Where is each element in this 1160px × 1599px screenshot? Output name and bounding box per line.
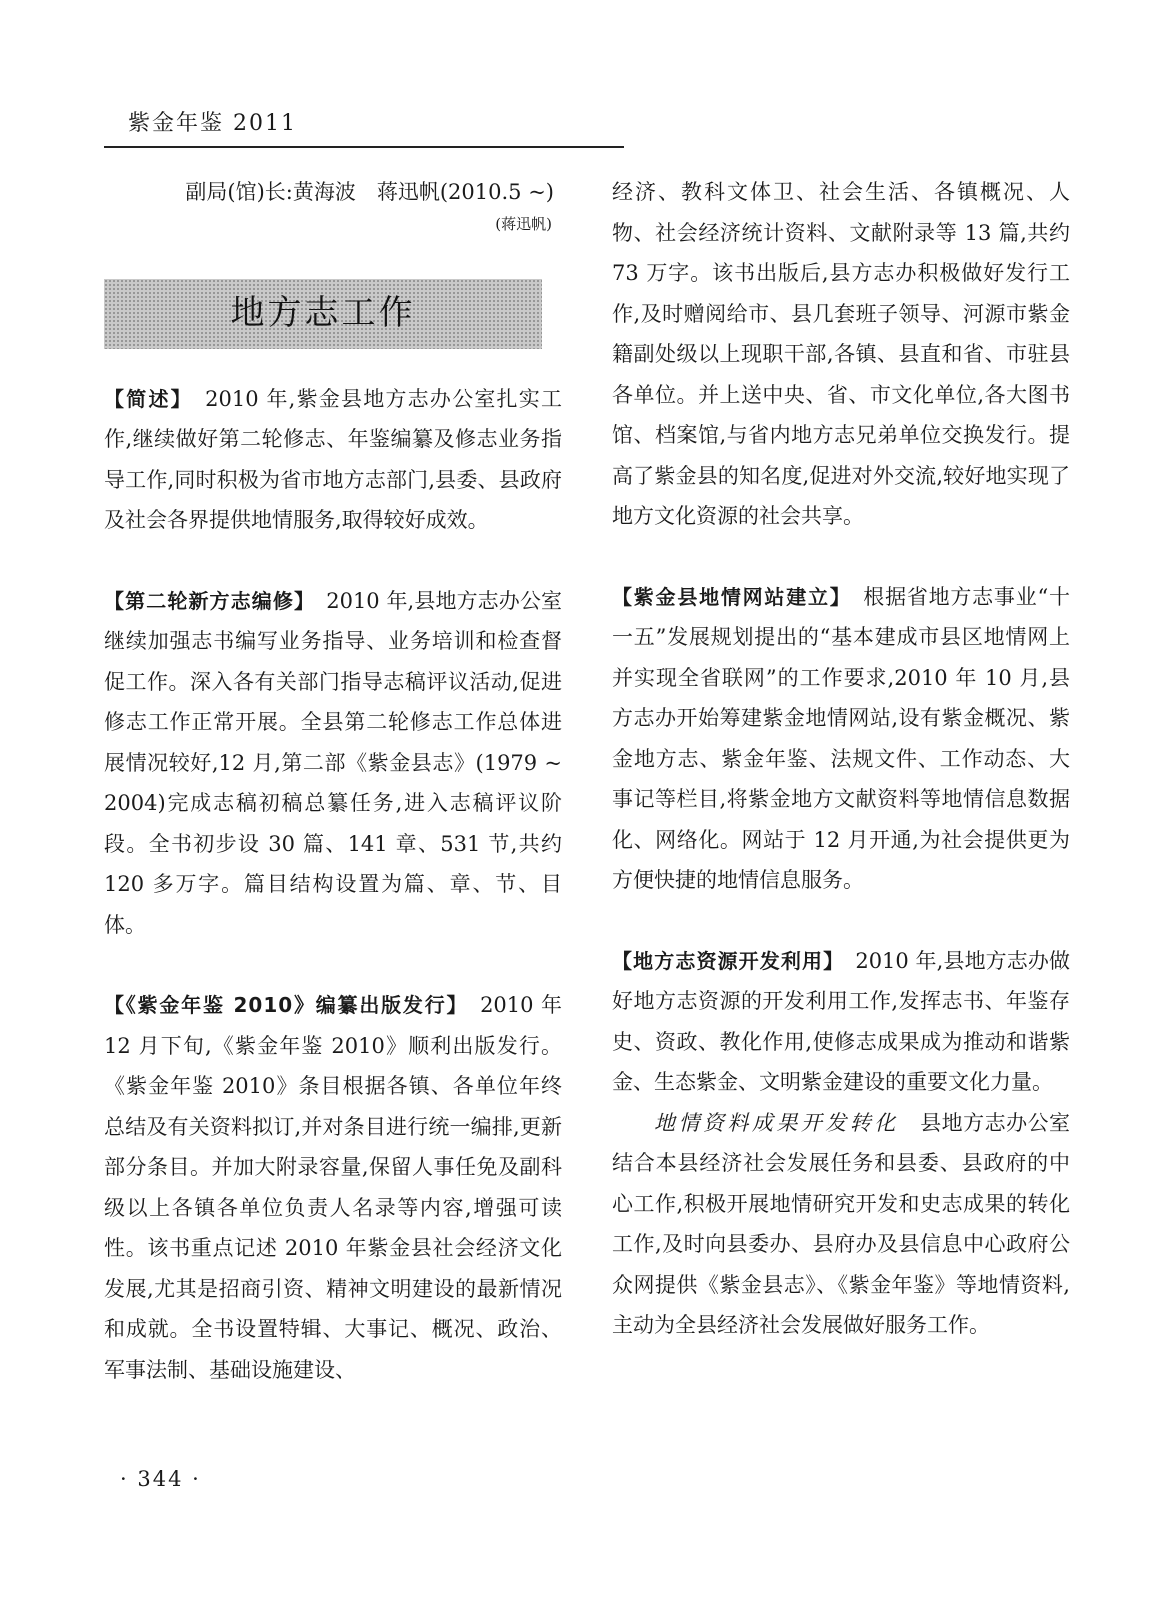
website-paragraph xyxy=(612,577,1070,901)
page-number: · 344 · xyxy=(120,1467,201,1491)
spacer xyxy=(104,541,562,581)
right-column xyxy=(612,172,1070,1346)
second-round-text: 2010 年,县地方志办公室继续加强志书编写业务指导、业务培训和检查督促工作。深入各有关部门指导志稿评议活动,促进修志工作正常开展。全县第二轮修志工作总体进展情况较好,12 月,第二部《紫金县志》(1979 ~ 2004)完成志稿初稿总纂任务,进入志稿评议阶段。全书初步设 30 篇、141 章、531 节,共约 120 多万字。篇目结构设置为篇、章、节、目体。 xyxy=(104,588,563,937)
overview-heading: 【简述】 xyxy=(104,386,183,411)
conversion-text: 县地方志办公室结合本县经济社会发展任务和县委、县政府的中心工作,积极开展地情研究开发和史志成果的转化工作,及时向县委办、县府办及县信息中心政府公众网提供《紫金县志》、《紫金年鉴》等地情资料,主动为全县经济社会发展做好服务工作。 xyxy=(612,1110,1071,1337)
yearbook-continued-paragraph xyxy=(612,172,1070,537)
overview-paragraph xyxy=(104,379,562,541)
resources-paragraph xyxy=(612,941,1070,1103)
author-signature: (蒋迅帆) xyxy=(495,214,552,233)
spacer xyxy=(612,537,1070,577)
left-column xyxy=(104,172,562,1390)
conversion-heading: 地情资料成果开发转化 xyxy=(654,1110,899,1135)
running-header-title: 紫金年鉴 2011 xyxy=(128,111,297,136)
section-banner-title: 地方志工作 xyxy=(230,292,416,333)
overview-text: 2010 年,紫金县地方志办公室扎实工作,继续做好第二轮修志、年鉴编纂及修志业务指导工作,同时积极为省市地方志部门,县委、县政府及社会各界提供地情服务,取得较好成效。 xyxy=(104,386,563,532)
spacer xyxy=(104,945,562,985)
spacer xyxy=(612,901,1070,941)
resources-text: 2010 年,县地方志办做好地方志资源的开发利用工作,发挥志书、年鉴存史、资政、教化作用,使修志成果成为推动和谐紫金、生态紫金、文明紫金建设的重要文化力量。 xyxy=(612,948,1071,1094)
yearbook-text-left: 2010 年 12 月下旬,《紫金年鉴 2010》顺利出版发行。《紫金年鉴 2010》条目根据各镇、各单位年终总结及有关资料拟订,并对条目进行统一编排,更新部分条目。并加大附录容量,保留人事任免及副科级以上各镇各单位负责人名录等内容,增强可读性。该书重点记述 2010 年紫金县社会经济文化发展,尤其是招商引资、精神文明建设的最新情况和成就。全书设置特辑、大事记、概况、政治、军事法制、基础设施建设、 xyxy=(104,993,562,1382)
section-banner xyxy=(104,279,542,349)
yearbook-paragraph xyxy=(104,985,562,1390)
conversion-paragraph xyxy=(612,1103,1070,1346)
yearbook-heading: 【《紫金年鉴 2010》编纂出版发行】 xyxy=(104,993,459,1017)
header-rule xyxy=(104,146,624,148)
second-round-paragraph xyxy=(104,581,562,946)
yearbook-text-right: 经济、教科文体卫、社会生活、各镇概况、人物、社会经济统计资料、文献附录等 13 篇,共约 73 万字。该书出版后,县方志办积极做好发行工作,及时赠阅给市、县几套班子领导、河源市紫金籍副处级以上现职干部,各镇、县直和省、市驻县各单位。并上送中央、省、市文化单位,各大图书馆、档案馆,与省内地方志兄弟单位交换发行。提高了紫金县的知名度,促进对外交流,较好地实现了地方文化资源的社会共享。 xyxy=(612,180,1070,528)
website-text: 根据省地方志事业“十一五”发展规划提出的“基本建成市县区地情网上并实现全省联网”的工作要求,2010 年 10 月,县方志办开始筹建紫金地情网站,设有紫金概况、紫金地方志、紫金年鉴、法规文件、工作动态、大事记等栏目,将紫金地方文献资料等地情信息数据化、网络化。网站于 12 月开通,为社会提供更为方便快捷的地情信息服务。 xyxy=(612,584,1070,892)
staff-line: 副局(馆)长:黄海波 蒋迅帆(2010.5 ~) xyxy=(185,180,554,204)
website-heading: 【紫金县地情网站建立】 xyxy=(612,584,842,609)
resources-heading: 【地方志资源开发利用】 xyxy=(612,948,835,973)
second-round-heading: 【第二轮新方志编修】 xyxy=(104,588,306,613)
